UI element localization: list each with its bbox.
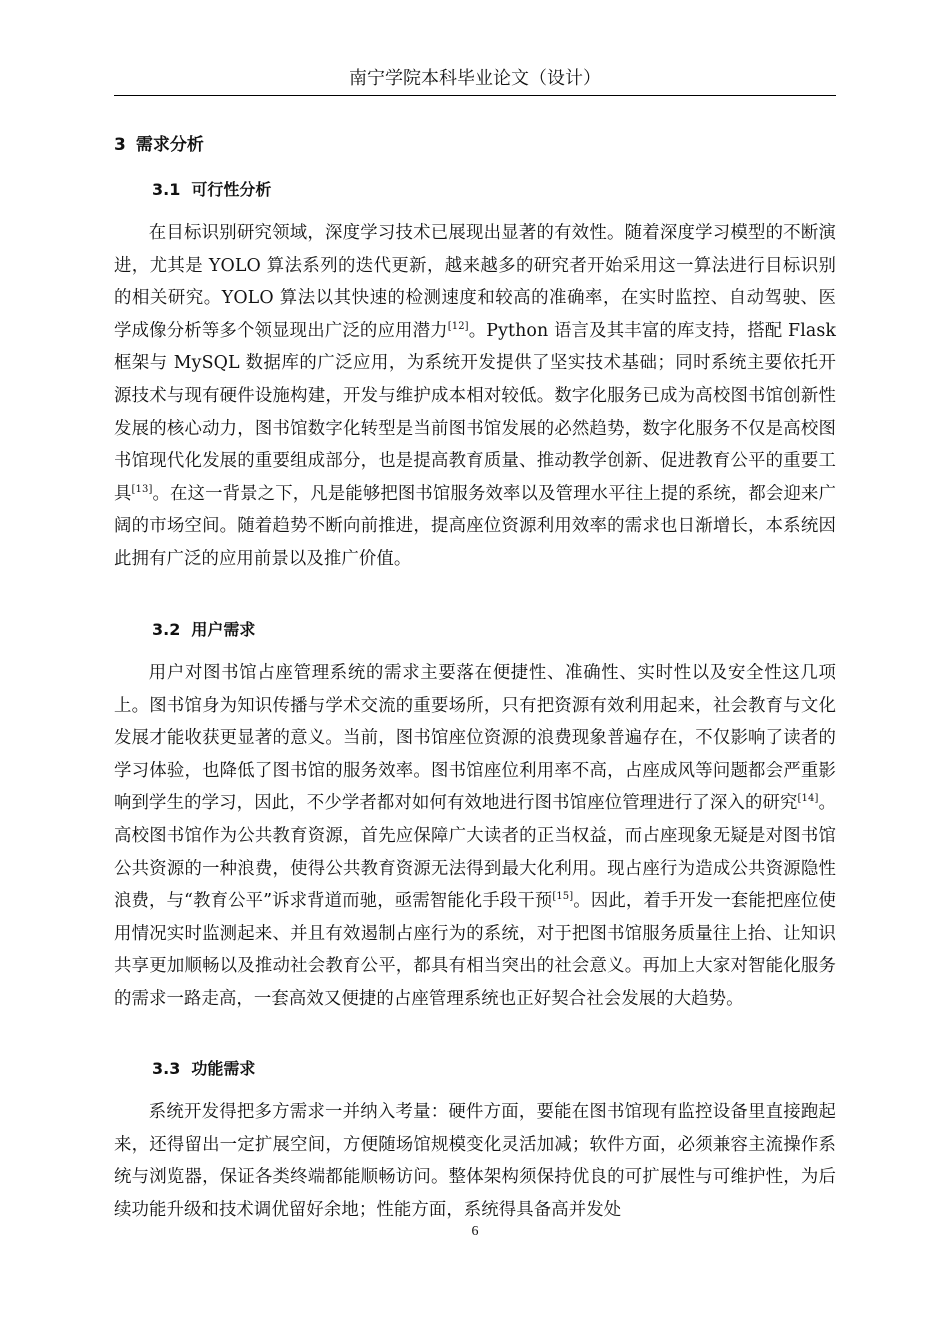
page-header bbox=[114, 62, 836, 96]
paragraph-feasibility bbox=[114, 217, 836, 576]
citation-13: [13] bbox=[131, 483, 153, 495]
citation-15: [15] bbox=[552, 891, 574, 903]
paragraph-functional-needs bbox=[114, 1096, 836, 1226]
citation-14: [14] bbox=[797, 793, 819, 805]
section-number: 3.3 bbox=[152, 1059, 181, 1078]
chapter-number: 3 bbox=[114, 135, 126, 155]
page-number: 6 bbox=[471, 1224, 479, 1239]
paragraph-text: 。因此，着手开发一套能把座位使用情况实时监测起来、并且有效遏制占座行为的系统，对于把图书馆服务质量往上抬、让知识共享更加顺畅以及推动社会教育公平，都具有相当突出的社会意义。再加上大家对智能化服务的需求一路走高，一套高效又便捷的占座管理系统也正好契合社会发展的大趋势。 bbox=[114, 891, 836, 1009]
chapter-title: 需求分析 bbox=[135, 135, 204, 155]
paragraph-text: 用户对图书馆占座管理系统的需求主要落在便捷性、准确性、实时性以及安全性这几项上。图书馆身为知识传播与学术交流的重要场所，只有把资源有效利用起来，社会教育与文化发展才能收获更显著的意义。当前，图书馆座位资源的浪费现象普遍存在，不仅影响了读者的学习体验，也降低了图书馆的服务效率。图书馆座位利用率不高，占座成风等问题都会严重影响到学生的学习，因此，不少学者都对如何有效地进行图书馆座位管理进行了深入的研究 bbox=[114, 663, 836, 814]
section-title: 用户需求 bbox=[191, 620, 256, 639]
paragraph-text: 。高校图书馆作为公共教育资源，首先应保障广大读者的正当权益，而占座现象无疑是对图书馆公共资源的一种浪费，使得公共教育资源无法得到最大化利用。现占座行为造成公共资源隐性浪费，与“教育公平”诉求背道而驰，亟需智能化手段干预 bbox=[114, 793, 836, 912]
section-number: 3.2 bbox=[152, 620, 181, 639]
section-heading-3-3 bbox=[152, 1055, 255, 1083]
paragraph-text: 在目标识别研究领域，深度学习技术已展现出显著的有效性。随着深度学习模型的不断演进，尤其是 YOLO 算法系列的迭代更新，越来越多的研究者开始采用这一算法进行目标识别的相关研究。YOLO 算法以其快速的检测速度和较高的准确率，在实时监控、自动驾驶、医学成像分析等多个领显现出广泛的应用潜力 bbox=[114, 223, 836, 341]
header-title: 南宁学院本科毕业论文（设计） bbox=[349, 68, 601, 89]
paragraph-text: 。在这一背景之下，凡是能够把图书馆服务效率以及管理水平往上提的系统，都会迎来广阔的市场空间。随着趋势不断向前推进，提高座位资源利用效率的需求也日渐增长，本系统因此拥有广泛的应用前景以及推广价值。 bbox=[114, 483, 836, 569]
section-heading-3-2 bbox=[152, 616, 255, 644]
section-title: 可行性分析 bbox=[191, 180, 272, 199]
section-number: 3.1 bbox=[152, 180, 181, 199]
paragraph-text: 。Python 语言及其丰富的库支持，搭配 Flask 框架与 MySQL 数据库的广泛应用，为系统开发提供了坚实技术基础；同时系统主要依托开源技术与现有硬件设施构建，开发与维护成本相对较低。数字化服务已成为高校图书馆创新性发展的核心动力，图书馆数字化转型是当前图书馆发展的必然趋势，数字化服务不仅是高校图书馆现代化发展的重要组成部分，也是提高教育质量、推动教学创新、促进教育公平的重要工具 bbox=[114, 320, 836, 504]
citation-12: [12] bbox=[447, 320, 469, 332]
section-heading-3-1 bbox=[152, 176, 271, 204]
chapter-heading bbox=[114, 131, 204, 159]
paragraph-user-needs bbox=[114, 657, 836, 1016]
paragraph-text: 系统开发得把多方需求一并纳入考量：硬件方面，要能在图书馆现有监控设备里直接跑起来，还得留出一定扩展空间，方便随场馆规模变化灵活加减；软件方面，必须兼容主流操作系统与浏览器，保证各类终端都能顺畅访问。整体架构须保持优良的可扩展性与可维护性，为后续功能升级和技术调优留好余地；性能方面，系统得具备高并发处 bbox=[114, 1102, 836, 1220]
section-title: 功能需求 bbox=[191, 1059, 256, 1078]
